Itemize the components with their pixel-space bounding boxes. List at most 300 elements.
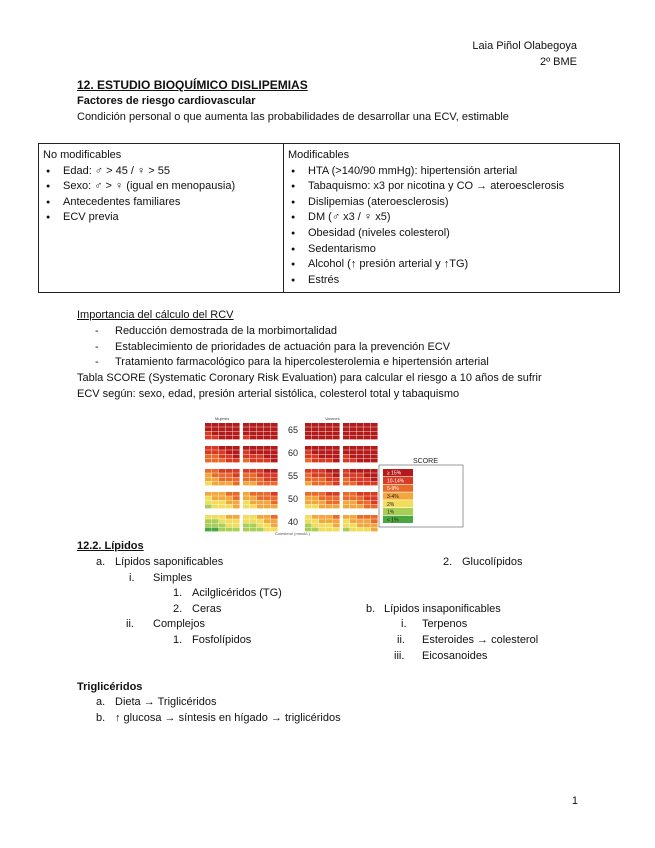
- age-label: 65: [288, 425, 299, 435]
- score-cell: [350, 450, 357, 454]
- score-cell: [226, 450, 233, 454]
- score-cell: [226, 423, 233, 427]
- score-cell: [219, 482, 226, 486]
- score-cell: [243, 492, 250, 496]
- score-cell: [312, 477, 319, 481]
- score-cell: [257, 492, 264, 496]
- score-cell: [250, 519, 257, 523]
- score-cell: [212, 492, 219, 496]
- score-cell: [357, 482, 364, 486]
- score-cell: [343, 469, 350, 473]
- score-cell: [312, 482, 319, 486]
- definition-text: Condición personal o que aumenta las probabilidades de desarrollar una ECV, estimable: [77, 111, 509, 123]
- score-cell: [205, 523, 212, 527]
- score-cell: [350, 523, 357, 527]
- list-item: Esteroides → colesterol: [422, 634, 539, 646]
- score-cell: [371, 477, 378, 481]
- age-label: 50: [288, 494, 299, 504]
- score-cell: [357, 523, 364, 527]
- score-cell: [271, 523, 278, 527]
- score-cell: [326, 454, 333, 458]
- score-cell: [371, 482, 378, 486]
- list-item: ↑ glucosa → síntesis en hígado → triglicéridos: [115, 712, 341, 724]
- score-cell: [312, 496, 319, 500]
- score-cell: [212, 450, 219, 454]
- age-label: 55: [288, 471, 299, 481]
- score-cell: [343, 515, 350, 519]
- score-cell: [326, 431, 333, 435]
- score-cell: [305, 492, 312, 496]
- score-cell: [264, 519, 271, 523]
- score-cell: [219, 515, 226, 519]
- score-cell: [305, 446, 312, 450]
- subsection-title: Factores de riesgo cardiovascular: [77, 95, 256, 107]
- score-cell: [250, 459, 257, 463]
- score-cell: [333, 454, 340, 458]
- list-item: ● DM (♂ x3 / ♀ x5): [288, 210, 615, 226]
- score-cell: [250, 482, 257, 486]
- score-cell: [371, 423, 378, 427]
- score-cell: [319, 515, 326, 519]
- score-cell: [326, 519, 333, 523]
- score-cell: [219, 492, 226, 496]
- score-cell: [319, 423, 326, 427]
- score-cell: [305, 436, 312, 440]
- score-cell: [271, 492, 278, 496]
- score-cell: [326, 473, 333, 477]
- score-cell: [343, 450, 350, 454]
- score-cell: [371, 515, 378, 519]
- score-cell: [312, 523, 319, 527]
- score-cell: [319, 496, 326, 500]
- list-item: Eicosanoides: [422, 650, 488, 662]
- score-cell: [243, 427, 250, 431]
- score-cell: [233, 469, 240, 473]
- score-cell: [333, 450, 340, 454]
- score-cell: [333, 492, 340, 496]
- score-cell: [250, 469, 257, 473]
- triglycerides-title: Triglicéridos: [77, 681, 143, 693]
- score-cell: [319, 528, 326, 532]
- score-cell: [226, 454, 233, 458]
- score-cell: [357, 515, 364, 519]
- dash-icon: -: [95, 356, 99, 368]
- score-cell: [226, 427, 233, 431]
- score-cell: [319, 450, 326, 454]
- score-cell: [312, 473, 319, 477]
- score-cell: [219, 431, 226, 435]
- score-cell: [257, 473, 264, 477]
- score-cell: [343, 446, 350, 450]
- score-cell: [357, 473, 364, 477]
- score-cell: [350, 473, 357, 477]
- score-cell: [343, 482, 350, 486]
- score-cell: [250, 492, 257, 496]
- score-cell: [226, 469, 233, 473]
- score-cell: [305, 496, 312, 500]
- score-cell: [312, 450, 319, 454]
- score-cell: [257, 454, 264, 458]
- score-cell: [233, 482, 240, 486]
- score-cell: [226, 496, 233, 500]
- list-marker: 1.: [173, 634, 183, 646]
- list-marker: a.: [96, 696, 106, 708]
- score-cell: [371, 523, 378, 527]
- score-cell: [326, 492, 333, 496]
- score-cell: [343, 496, 350, 500]
- score-cell: [243, 528, 250, 532]
- score-cell: [205, 446, 212, 450]
- score-cell: [371, 500, 378, 504]
- score-cell: [333, 431, 340, 435]
- score-cell: [312, 431, 319, 435]
- score-cell: [205, 454, 212, 458]
- score-cell: [319, 436, 326, 440]
- score-cell: [264, 528, 271, 532]
- score-cell: [305, 500, 312, 504]
- score-cell: [343, 519, 350, 523]
- score-cell: [350, 500, 357, 504]
- score-cell: [326, 436, 333, 440]
- list-item: ● ECV previa: [43, 210, 279, 226]
- score-cell: [243, 505, 250, 509]
- score-cell: [319, 519, 326, 523]
- score-cell: [219, 469, 226, 473]
- score-cell: [243, 423, 250, 427]
- score-cell: [305, 459, 312, 463]
- score-cell: [305, 519, 312, 523]
- score-cell: [357, 469, 364, 473]
- score-cell: [326, 446, 333, 450]
- score-cell: [257, 500, 264, 504]
- score-cell: [212, 459, 219, 463]
- list-marker: a.: [96, 556, 106, 568]
- score-cell: [319, 459, 326, 463]
- score-cell: [357, 431, 364, 435]
- score-cell: [226, 431, 233, 435]
- score-cell: [233, 519, 240, 523]
- score-cell: [343, 477, 350, 481]
- score-cell: [212, 446, 219, 450]
- score-cell: [212, 427, 219, 431]
- score-cell: [371, 454, 378, 458]
- score-cell: [233, 436, 240, 440]
- course-label: 2º BME: [539, 56, 577, 68]
- score-cell: [257, 469, 264, 473]
- score-cell: [226, 515, 233, 519]
- score-cell: [264, 423, 271, 427]
- score-cell: [205, 427, 212, 431]
- score-cell: [243, 515, 250, 519]
- score-cell: [271, 459, 278, 463]
- score-cell: [233, 523, 240, 527]
- score-cell: [264, 500, 271, 504]
- score-cell: [243, 519, 250, 523]
- score-cell: [312, 500, 319, 504]
- modifiable-list: [288, 164, 615, 289]
- score-cell: [243, 469, 250, 473]
- score-cell: [212, 519, 219, 523]
- legend-label: 2%: [387, 501, 395, 508]
- score-cell: [371, 492, 378, 496]
- score-cell: [364, 469, 371, 473]
- score-cell: [305, 450, 312, 454]
- score-cell: [371, 496, 378, 500]
- score-cell: [312, 459, 319, 463]
- score-cell: [219, 446, 226, 450]
- score-cell: [364, 528, 371, 532]
- score-cell: [357, 500, 364, 504]
- score-cell: [357, 459, 364, 463]
- score-cell: [271, 431, 278, 435]
- list-marker: i.: [401, 618, 407, 630]
- score-cell: [326, 482, 333, 486]
- score-cell: [257, 450, 264, 454]
- modifiable-cell: [284, 144, 620, 293]
- dash-icon: -: [95, 341, 99, 353]
- score-description: Tabla SCORE (Systematic Coronary Risk Evaluation) para calcular el riesgo a 10 años de sufrir: [77, 372, 542, 384]
- list-marker: ii.: [126, 618, 134, 630]
- score-cell: [205, 505, 212, 509]
- score-cell: [226, 505, 233, 509]
- page-number: 1: [571, 795, 578, 807]
- score-cell: [357, 450, 364, 454]
- list-item: ● Dislipemias (ateroesclerosis): [288, 195, 615, 211]
- score-cell: [264, 505, 271, 509]
- score-cell: [305, 505, 312, 509]
- score-chart-figure: [195, 413, 467, 538]
- score-cell: [357, 427, 364, 431]
- score-cell: [271, 505, 278, 509]
- list-item: ● Antecedentes familiares: [43, 195, 279, 211]
- score-cell: [257, 446, 264, 450]
- score-cell: [264, 469, 271, 473]
- list-item: ● Obesidad (niveles colesterol): [288, 226, 615, 242]
- score-cell: [343, 423, 350, 427]
- score-cell: [264, 446, 271, 450]
- score-cell: [312, 528, 319, 532]
- score-cell: [226, 477, 233, 481]
- score-cell: [250, 477, 257, 481]
- score-cell: [343, 523, 350, 527]
- score-cell: [305, 423, 312, 427]
- score-cell: [212, 454, 219, 458]
- list-item: Complejos: [153, 618, 205, 630]
- score-cell: [350, 436, 357, 440]
- score-cell: [350, 477, 357, 481]
- score-cell: [305, 431, 312, 435]
- score-cell: [212, 436, 219, 440]
- score-cell: [326, 500, 333, 504]
- score-cell: [212, 482, 219, 486]
- score-cell: [371, 519, 378, 523]
- score-cell: [264, 482, 271, 486]
- score-cell: [212, 500, 219, 504]
- score-cell: [205, 431, 212, 435]
- score-cell: [350, 505, 357, 509]
- risk-factors-table: [38, 143, 620, 293]
- score-cell: [250, 431, 257, 435]
- legend-label: ≥ 15%: [387, 470, 402, 477]
- score-cell: [319, 446, 326, 450]
- score-cell: [350, 431, 357, 435]
- list-marker: b.: [96, 712, 106, 724]
- score-cell: [371, 431, 378, 435]
- score-cell: [326, 427, 333, 431]
- importance-title: Importancia del cálculo del RCV: [77, 309, 234, 321]
- score-cell: [364, 473, 371, 477]
- list-item: Fosfolípidos: [192, 634, 252, 646]
- score-cell: [212, 469, 219, 473]
- svg-text:Varones: Varones: [325, 416, 340, 421]
- score-cell: [205, 515, 212, 519]
- score-cell: [226, 482, 233, 486]
- score-cell: [333, 528, 340, 532]
- list-item: ● Edad: ♂ > 45 / ♀ > 55: [43, 164, 279, 180]
- score-cell: [264, 492, 271, 496]
- score-cell: [319, 482, 326, 486]
- score-cell: [219, 423, 226, 427]
- score-cell: [312, 454, 319, 458]
- score-cell: [357, 505, 364, 509]
- score-cell: [333, 523, 340, 527]
- score-cell: [243, 446, 250, 450]
- score-cell: [319, 473, 326, 477]
- score-cell: [319, 431, 326, 435]
- score-cell: [357, 519, 364, 523]
- score-cell: [371, 469, 378, 473]
- score-cell: [233, 431, 240, 435]
- list-item: ● HTA (>140/90 mmHg): hipertensión arterial: [288, 164, 615, 180]
- score-cell: [305, 477, 312, 481]
- legend-title: SCORE: [413, 458, 438, 465]
- score-cell: [257, 519, 264, 523]
- score-cell: [243, 454, 250, 458]
- score-cell: [250, 427, 257, 431]
- list-marker: iii.: [394, 650, 405, 662]
- score-cell: [257, 436, 264, 440]
- list-item: Tratamiento farmacológico para la hipercolesterolemia e hipertensión arterial: [115, 356, 489, 368]
- score-cell: [305, 454, 312, 458]
- score-cell: [264, 450, 271, 454]
- list-item: Lípidos saponificables: [115, 556, 224, 568]
- score-cell: [243, 523, 250, 527]
- score-cell: [333, 505, 340, 509]
- score-cell: [343, 505, 350, 509]
- score-cell: [233, 454, 240, 458]
- score-cell: [243, 482, 250, 486]
- score-cell: [326, 505, 333, 509]
- list-item: Glucolípidos: [462, 556, 523, 568]
- list-marker: 2.: [443, 556, 453, 568]
- score-cell: [333, 482, 340, 486]
- score-cell: [319, 454, 326, 458]
- score-cell: [371, 505, 378, 509]
- score-cell: [205, 482, 212, 486]
- score-cell: [305, 482, 312, 486]
- score-cell: [364, 482, 371, 486]
- score-cell: [364, 427, 371, 431]
- score-cell: [205, 459, 212, 463]
- score-cell: [219, 477, 226, 481]
- score-cell: [312, 519, 319, 523]
- score-cell: [357, 477, 364, 481]
- score-cell: [319, 469, 326, 473]
- score-cell: [312, 505, 319, 509]
- score-cell: [326, 423, 333, 427]
- score-cell: [357, 492, 364, 496]
- score-cell: [264, 436, 271, 440]
- score-cell: [205, 496, 212, 500]
- score-cell: [250, 515, 257, 519]
- score-cell: [319, 477, 326, 481]
- score-cell: [271, 450, 278, 454]
- score-cell: [357, 423, 364, 427]
- score-cell: [243, 477, 250, 481]
- list-item: ● Estrés: [288, 273, 615, 289]
- score-cell: [264, 496, 271, 500]
- score-cell: [350, 515, 357, 519]
- score-cell: [219, 505, 226, 509]
- score-cell: [271, 515, 278, 519]
- score-cell: [264, 523, 271, 527]
- score-cell: [233, 496, 240, 500]
- score-cell: [343, 473, 350, 477]
- score-cell: [205, 423, 212, 427]
- list-item: Acilglicéridos (TG): [192, 587, 282, 599]
- score-cell: [212, 528, 219, 532]
- score-cell: [312, 436, 319, 440]
- score-cell: [326, 459, 333, 463]
- score-cell: [233, 427, 240, 431]
- score-cell: [264, 459, 271, 463]
- score-cell: [350, 469, 357, 473]
- score-cell: [271, 436, 278, 440]
- score-cell: [326, 469, 333, 473]
- list-item: ● Sexo: ♂ > ♀ (igual en menopausia): [43, 179, 279, 195]
- score-cell: [271, 473, 278, 477]
- score-cell: [350, 423, 357, 427]
- score-cell: [312, 423, 319, 427]
- score-cell: [371, 427, 378, 431]
- score-cell: [257, 528, 264, 532]
- score-cell: [219, 450, 226, 454]
- score-cell: [333, 446, 340, 450]
- score-cell: [226, 446, 233, 450]
- score-cell: [312, 469, 319, 473]
- score-cell: [271, 477, 278, 481]
- score-cell: [364, 446, 371, 450]
- score-cell: [233, 446, 240, 450]
- score-cell: [350, 427, 357, 431]
- score-cell: [343, 528, 350, 532]
- score-cell: [257, 523, 264, 527]
- score-cell: [233, 492, 240, 496]
- score-cell: [264, 454, 271, 458]
- score-cell: [371, 528, 378, 532]
- score-cell: [219, 454, 226, 458]
- score-cell: [264, 427, 271, 431]
- score-cell: [350, 519, 357, 523]
- score-cell: [250, 523, 257, 527]
- score-cell: [250, 500, 257, 504]
- score-cell: [371, 446, 378, 450]
- score-cell: [333, 473, 340, 477]
- score-cell: [219, 519, 226, 523]
- list-item: Reducción demostrada de la morbimortalidad: [115, 325, 337, 337]
- score-cell: [357, 454, 364, 458]
- score-cell: [212, 496, 219, 500]
